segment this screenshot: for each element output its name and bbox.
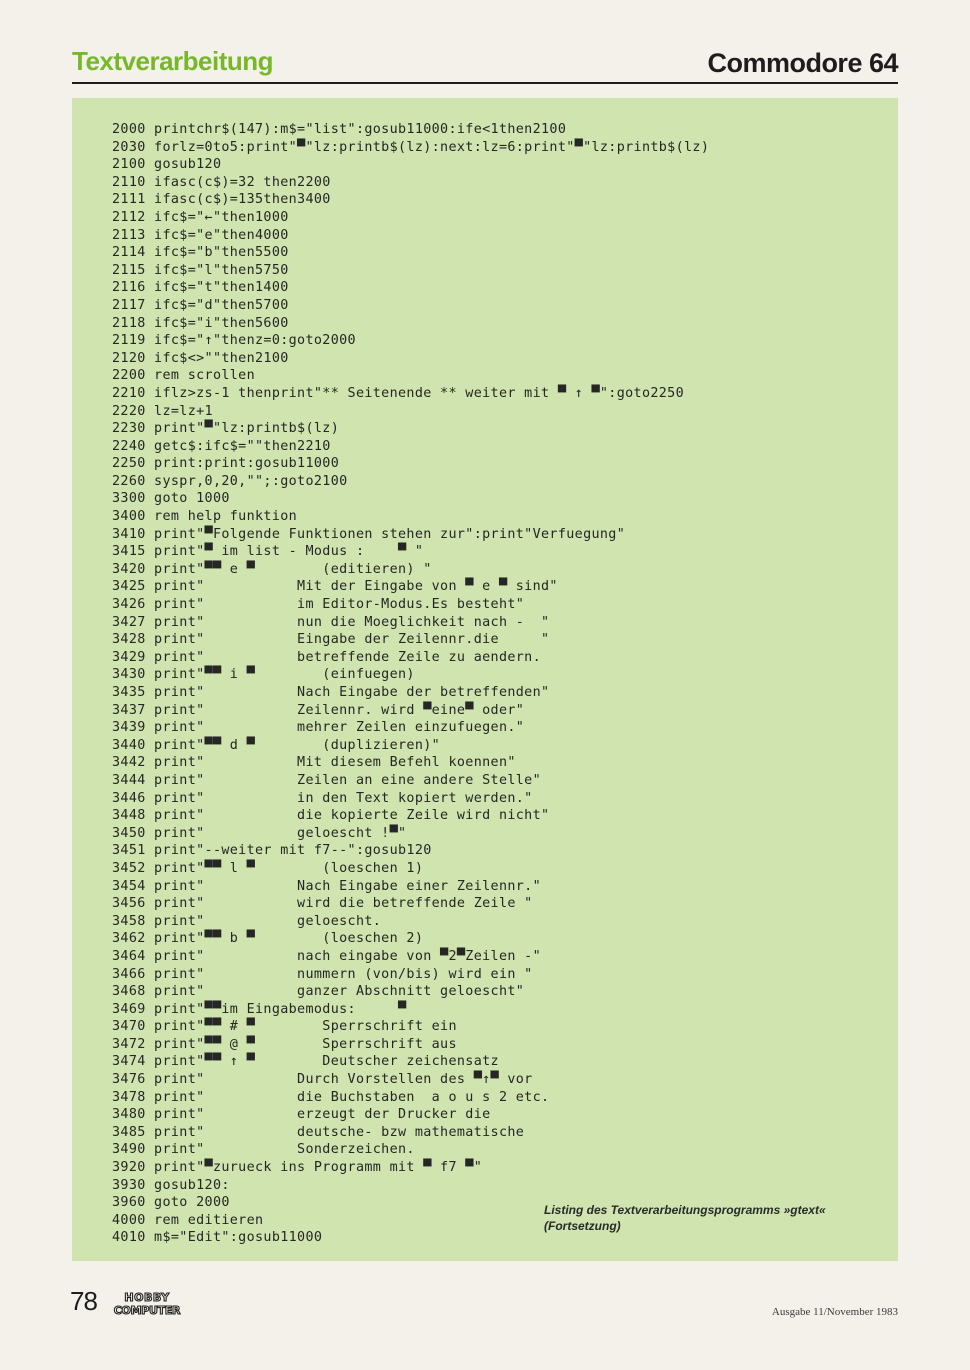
code-line: 4000 rem editieren (112, 1212, 264, 1228)
code-line: 3458 print" geloescht. (112, 913, 382, 929)
code-line: 3452 print"▀▀ l ▀ (loeschen 1) (112, 860, 424, 876)
code-line: 3428 print" Eingabe der Zeilennr.die " (112, 632, 550, 648)
code-line: 3425 print" Mit der Eingabe von ▀ e ▀ sind" (112, 579, 558, 595)
code-line: 2111 ifasc(c$)=135then3400 (112, 192, 331, 208)
code-line: 2200 rem scrollen (112, 368, 256, 384)
code-line: 3472 print"▀▀ @ ▀ Sperrschrift aus (112, 1036, 457, 1052)
code-line: 3430 print"▀▀ i ▀ (einfuegen) (112, 667, 415, 683)
caption-line-1: Listing des Textverarbeitungsprogramms »gtext« (544, 1203, 826, 1217)
caption-line-2: (Fortsetzung) (544, 1219, 621, 1233)
code-line: 3468 print" ganzer Abschnitt geloescht" (112, 984, 525, 1000)
code-line: 2114 ifc$="b"then5500 (112, 245, 289, 261)
code-line: 3464 print" nach eingabe von ▀2▀Zeilen -" (112, 948, 542, 964)
code-line: 3485 print" deutsche- bzw mathematische (112, 1124, 525, 1140)
code-line: 3435 print" Nach Eingabe der betreffenden" (112, 685, 550, 700)
code-line: 2250 print:print:gosub11000 (112, 456, 340, 472)
header-rule (72, 82, 898, 84)
code-line: 2210 iflz>zs-1 thenprint"** Seitenende ** weiter mit ▀ ↑ ▀":goto2250 (112, 385, 685, 401)
code-line: 3450 print" geloescht !▀" (112, 825, 407, 841)
code-line: 3960 goto 2000 (112, 1195, 230, 1211)
page-number: 78 (70, 1286, 97, 1316)
code-line: 3470 print"▀▀ # ▀ Sperrschrift ein (112, 1019, 457, 1035)
code-line: 3429 print" betreffende Zeile zu aendern. (112, 649, 542, 665)
listing-lines (112, 121, 709, 1247)
code-line: 2220 lz=lz+1 (112, 403, 213, 419)
code-line: 2116 ifc$="t"then1400 (112, 280, 289, 296)
section-title: Textverarbeitung (72, 46, 274, 76)
code-line: 2112 ifc$="←"then1000 (112, 209, 289, 225)
code-line: 3444 print" Zeilen an eine andere Stelle" (112, 772, 542, 788)
code-line: 2000 printchr$(147):m$="list":gosub11000:ife<1then2100 (112, 122, 567, 137)
code-line: 3476 print" Durch Vorstellen des ▀↑▀ vor (112, 1072, 533, 1088)
code-line: 2110 ifasc(c$)=32 then2200 (112, 174, 331, 190)
code-line: 2118 ifc$="i"then5600 (112, 315, 289, 331)
code-line: 3420 print"▀▀ e ▀ (editieren) " (112, 561, 432, 577)
code-line: 3469 print"▀▀im Eingabemodus: ▀ (112, 1001, 407, 1017)
code-line: 3437 print" Zeilennr. wird ▀eine▀ oder" (112, 702, 525, 718)
code-line: 2119 ifc$="↑"thenz=0:goto2000 (112, 333, 356, 349)
code-line: 3448 print" die kopierte Zeile wird nicht" (112, 808, 550, 824)
code-line: 2260 syspr,0,20,"";:goto2100 (112, 473, 348, 489)
program-listing (72, 98, 898, 1261)
code-line: 2113 ifc$="e"then4000 (112, 227, 289, 243)
code-line: 3456 print" wird die betreffende Zeile " (112, 896, 533, 912)
code-line: 3474 print"▀▀ ↑ ▀ Deutscher zeichensatz (112, 1054, 499, 1070)
code-line: 3300 goto 1000 (112, 491, 230, 507)
code-line: 2115 ifc$="l"then5750 (112, 262, 289, 278)
code-line: 3490 print" Sonderzeichen. (112, 1142, 415, 1158)
code-line: 2230 print"▀"lz:printb$(lz) (112, 421, 340, 437)
code-line: 3410 print"▀Folgende Funktionen stehen zur":print"Verfuegung" (112, 526, 626, 542)
code-line: 3462 print"▀▀ b ▀ (loeschen 2) (112, 931, 424, 947)
issue-date: Ausgabe 11/November 1983 (771, 1306, 898, 1318)
logo-text-bottom: COMPUTER (113, 1304, 181, 1317)
code-line: 3480 print" erzeugt der Drucker die (112, 1107, 491, 1123)
listing-caption (544, 1202, 894, 1234)
code-line: 3400 rem help funktion (112, 509, 298, 525)
code-line: 3451 print"--weiter mit f7--":gosub120 (112, 843, 432, 859)
code-line: 4010 m$="Edit":gosub11000 (112, 1230, 323, 1246)
code-line: 3478 print" die Buchstaben a o u s 2 etc. (112, 1089, 550, 1105)
code-line: 3442 print" Mit diesem Befehl koennen" (112, 755, 516, 771)
code-line: 3427 print" nun die Moeglichkeit nach - " (112, 614, 550, 630)
code-line: 2240 getc$:ifc$=""then2210 (112, 438, 331, 454)
code-line: 3446 print" in den Text kopiert werden." (112, 790, 533, 806)
code-line: 3415 print"▀ im list - Modus : ▀ " (112, 544, 424, 560)
code-line: 3439 print" mehrer Zeilen einzufuegen." (112, 720, 525, 736)
code-line: 2030 forlz=0to5:print"▀"lz:printb$(lz):next:lz=6:print"▀"lz:printb$(lz) (112, 139, 710, 155)
platform-title: Commodore 64 (707, 48, 898, 78)
code-line: 3426 print" im Editor-Modus.Es besteht" (112, 597, 525, 613)
code-line: 3920 print"▀zurueck ins Programm mit ▀ f7 ▀" (112, 1160, 483, 1176)
logo-text-top: HOBBY (124, 1291, 170, 1304)
code-line: 3454 print" Nach Eingabe einer Zeilennr." (112, 878, 542, 894)
code-line: 2120 ifc$<>""then2100 (112, 350, 289, 366)
hobby-computer-logo (107, 1290, 187, 1318)
code-line: 2117 ifc$="d"then5700 (112, 297, 289, 313)
code-line: 3440 print"▀▀ d ▀ (duplizieren)" (112, 737, 441, 753)
code-line: 3930 gosub120: (112, 1177, 230, 1193)
code-line: 3466 print" nummern (von/bis) wird ein " (112, 966, 533, 982)
code-line: 2100 gosub120 (112, 157, 222, 173)
